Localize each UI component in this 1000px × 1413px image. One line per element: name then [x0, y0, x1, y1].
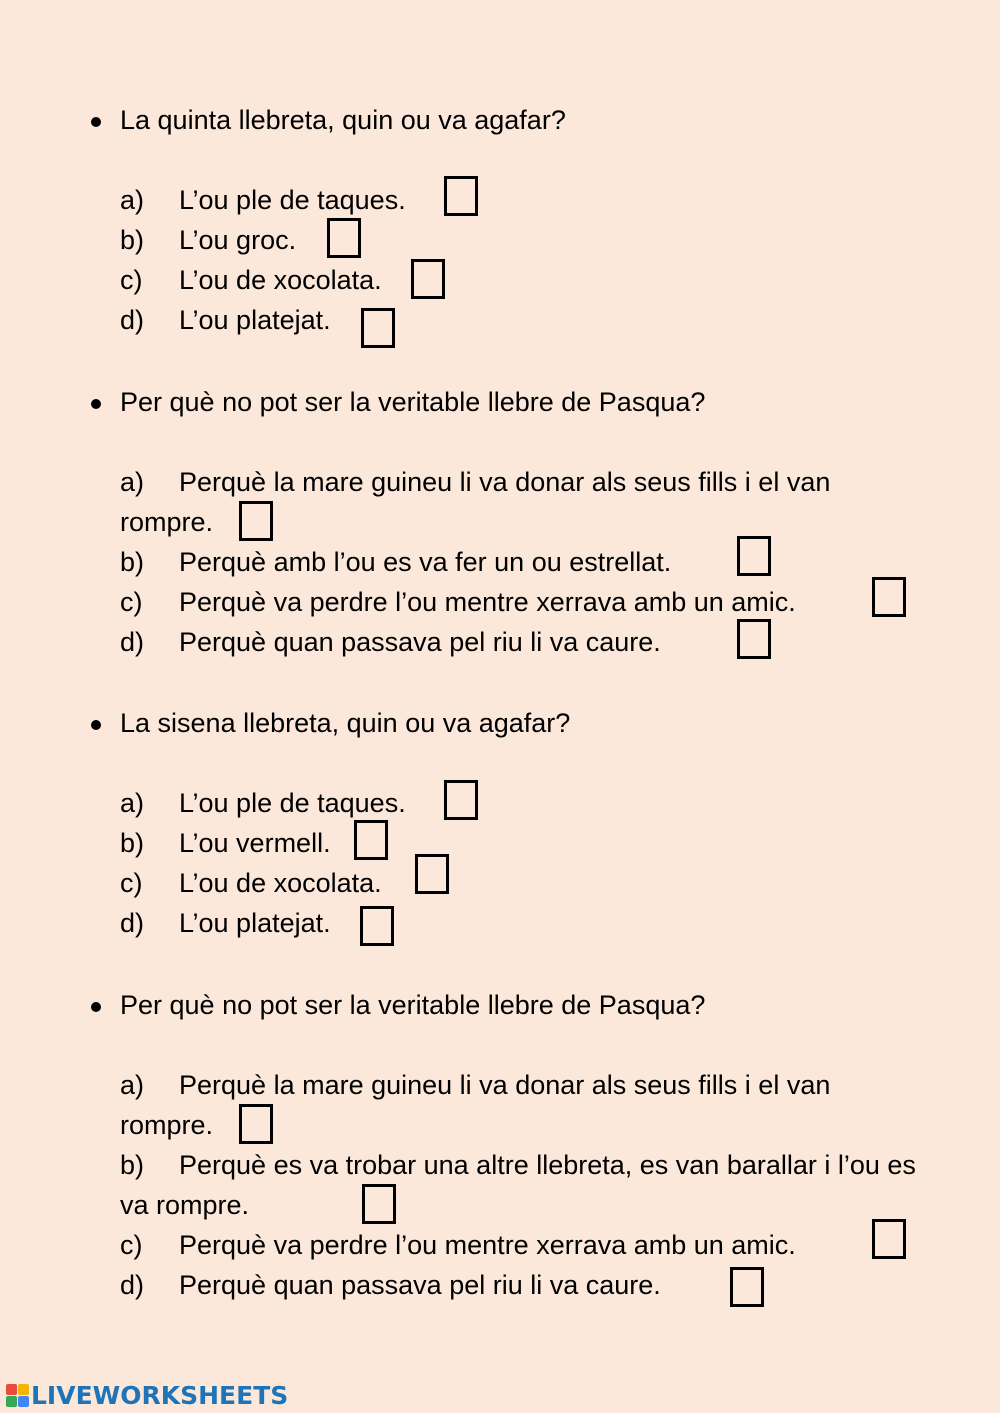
- bullet: [91, 720, 101, 730]
- question-1-option-a: a) L’ou ple de taques.: [120, 185, 406, 215]
- question-1-option-d-checkbox[interactable]: [361, 308, 395, 348]
- question-3-option-a-checkbox[interactable]: [444, 780, 478, 820]
- question-3-option-d: d) L’ou platejat.: [120, 908, 331, 938]
- question-2-option-a: a) Perquè la mare guineu li va donar als seus fills i el van rompre.: [120, 467, 831, 537]
- question-3-text: La sisena llebreta, quin ou va agafar?: [120, 708, 571, 738]
- question-2-text: Per què no pot ser la veritable llebre de Pasqua?: [120, 387, 706, 417]
- question-1-option-c-checkbox[interactable]: [411, 259, 445, 299]
- question-4-text: Per què no pot ser la veritable llebre de Pasqua?: [120, 990, 706, 1020]
- liveworksheets-logo-icon: [6, 1384, 29, 1407]
- question-2-option-b-checkbox[interactable]: [737, 536, 771, 576]
- liveworksheets-logo: [6, 1381, 288, 1410]
- question-4-option-b-checkbox[interactable]: [362, 1184, 396, 1224]
- question-2-option-b: b) Perquè amb l’ou es va fer un ou estrellat.: [120, 547, 672, 577]
- question-4-option-d: d) Perquè quan passava pel riu li va caure.: [120, 1270, 661, 1300]
- question-4-option-a-checkbox[interactable]: [239, 1104, 273, 1144]
- question-2-option-d-checkbox[interactable]: [737, 619, 771, 659]
- question-3-option-a: a) L’ou ple de taques.: [120, 788, 406, 818]
- question-2-option-d: d) Perquè quan passava pel riu li va caure.: [120, 627, 661, 657]
- liveworksheets-logo-text: LIVEWORKSHEETS: [31, 1381, 289, 1410]
- bullet: [91, 399, 101, 409]
- question-4-option-d-checkbox[interactable]: [730, 1267, 764, 1307]
- question-3-option-c: c) L’ou de xocolata.: [120, 868, 382, 898]
- question-2-option-a-checkbox[interactable]: [239, 501, 273, 541]
- question-1-option-a-checkbox[interactable]: [444, 176, 478, 216]
- question-4-option-a: a) Perquè la mare guineu li va donar als seus fills i el van rompre.: [120, 1070, 831, 1140]
- question-2-option-c: c) Perquè va perdre l’ou mentre xerrava amb un amic.: [120, 587, 796, 617]
- question-3-option-c-checkbox[interactable]: [415, 854, 449, 894]
- question-4-option-c: c) Perquè va perdre l’ou mentre xerrava amb un amic.: [120, 1230, 796, 1260]
- bullet: [91, 117, 101, 127]
- bullet: [91, 1002, 101, 1012]
- question-1-option-d: d) L’ou platejat.: [120, 305, 331, 335]
- question-1-option-c: c) L’ou de xocolata.: [120, 265, 382, 295]
- question-1-option-b-checkbox[interactable]: [327, 218, 361, 258]
- question-2-option-c-checkbox[interactable]: [872, 577, 906, 617]
- question-3-option-b-checkbox[interactable]: [354, 820, 388, 860]
- question-1-option-b: b) L’ou groc.: [120, 225, 297, 255]
- question-4-option-c-checkbox[interactable]: [872, 1219, 906, 1259]
- question-3-option-b: b) L’ou vermell.: [120, 828, 331, 858]
- question-3-option-d-checkbox[interactable]: [360, 906, 394, 946]
- question-4-option-b: b) Perquè es va trobar una altre llebreta, es van barallar i l’ou es va rompre.: [120, 1150, 916, 1220]
- question-1-text: La quinta llebreta, quin ou va agafar?: [120, 105, 566, 135]
